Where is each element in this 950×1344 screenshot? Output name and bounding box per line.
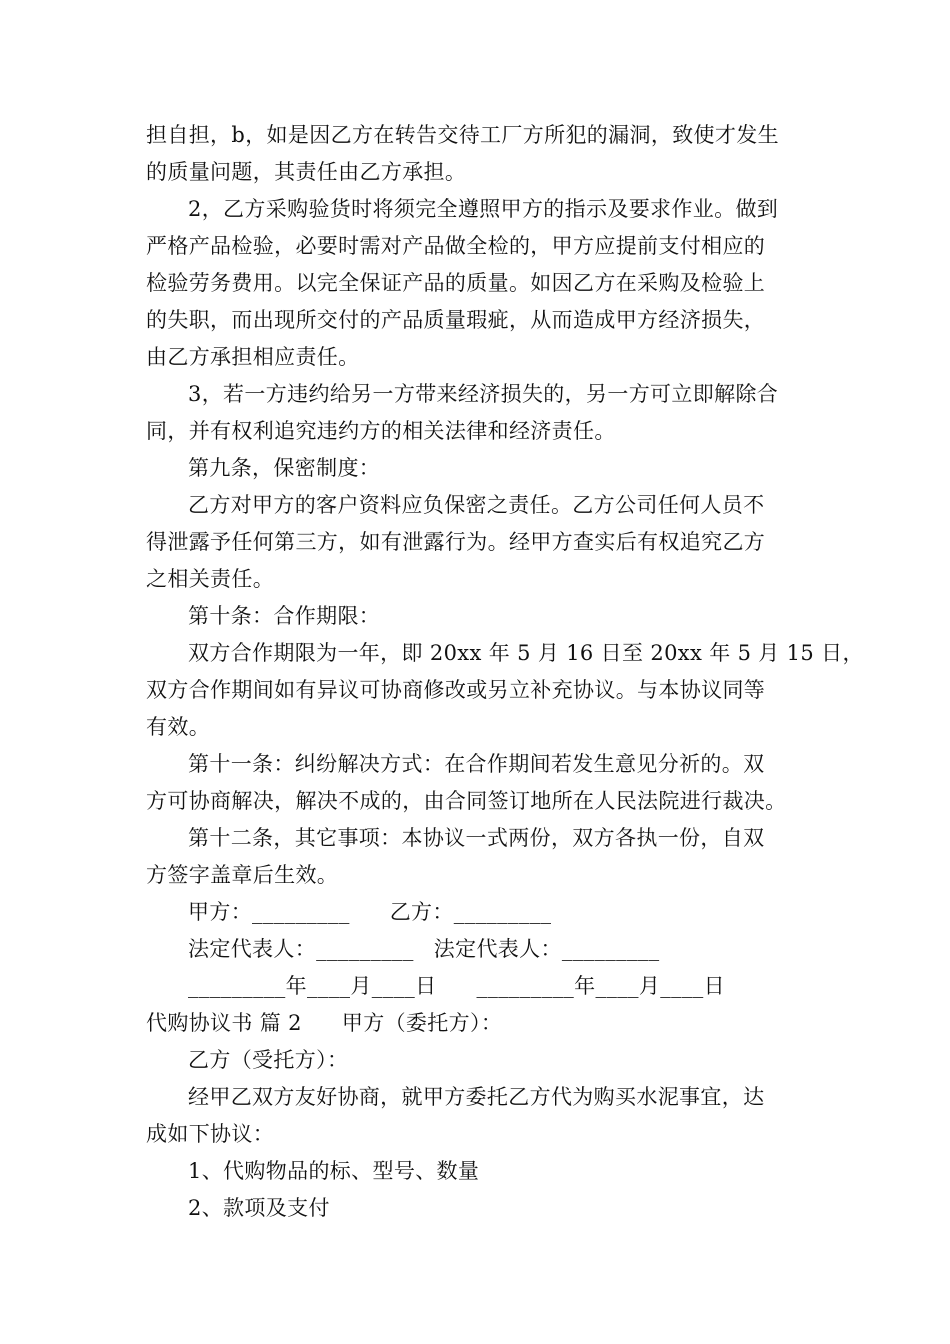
paragraph-line: 方签字盖章后生效。: [146, 863, 339, 887]
paragraph-line: 严格产品检验，必要时需对产品做全检的，甲方应提前支付相应的: [146, 234, 766, 258]
paragraph-line: 乙方对甲方的客户资料应负保密之责任。乙方公司任何人员不: [188, 493, 765, 517]
paragraph-line: 有效。: [146, 715, 211, 739]
section-party-a: 甲方（委托方）：: [341, 1011, 503, 1035]
rep-b-signature: 法定代表人：_________: [433, 937, 660, 961]
paragraph-line: 经甲乙双方友好协商，就甲方委托乙方代为购买水泥事宜，达: [188, 1085, 765, 1109]
signature-parties-row: [146, 894, 816, 931]
article-heading: 第九条，保密制度：: [188, 456, 381, 480]
paragraph-line: 成如下协议：: [146, 1122, 275, 1146]
paragraph-line: 之相关责任。: [146, 567, 275, 591]
paragraph-line: 检验劳务费用。以完全保证产品的质量。如因乙方在采购及检验上: [146, 271, 766, 295]
paragraph-line: 3，若一方违约给另一方带来经济损失的，另一方可立即解除合: [188, 382, 779, 406]
section-party-b: 乙方（受托方）：: [188, 1048, 349, 1072]
section-heading: 代购协议书 篇 2: [146, 1011, 302, 1035]
paragraph-line: 2，乙方采购验货时将须完全遵照甲方的指示及要求作业。做到: [188, 197, 779, 221]
date-b: _________年____月____日: [476, 974, 725, 998]
paragraph-line: 由乙方承担相应责任。: [146, 345, 360, 369]
paragraph-line: 的质量问题，其责任由乙方承担。: [146, 160, 467, 184]
paragraph-line: 第十二条，其它事项：本协议一式两份，双方各执一份，自双: [188, 826, 765, 850]
document-body: [146, 117, 864, 1227]
paragraph-line: 第十一条：纠纷解决方式：在合作期间若发生意见分祈的。双: [188, 752, 765, 776]
rep-a-signature: 法定代表人：_________: [188, 937, 414, 961]
party-a-signature: 甲方：_________: [188, 900, 350, 924]
date-a: _________年____月____日: [188, 974, 437, 998]
list-item: 2、款项及支付: [188, 1196, 330, 1220]
list-item: 1、代购物品的标、型号、数量: [188, 1159, 480, 1183]
signature-dates-row: [146, 968, 816, 1005]
paragraph-line: 方可协商解决，解决不成的，由合同签订地所在人民法院进行裁决。: [146, 789, 787, 813]
party-b-signature: 乙方：_________: [389, 900, 552, 924]
section-heading-row: [146, 1005, 816, 1042]
paragraph-line: 的失职，而出现所交付的产品质量瑕疵，从而造成甲方经济损失，: [146, 308, 766, 332]
paragraph-line: 担自担，b，如是因乙方在转告交待工厂方所犯的漏洞，致使才发生: [146, 123, 779, 147]
signature-representatives-row: [146, 931, 816, 968]
paragraph-line: 双方合作期限为一年，即 20xx 年 5 月 16 日至 20xx 年 5 月 15 日，: [188, 641, 864, 665]
article-heading: 第十条：合作期限：: [188, 604, 381, 628]
paragraph-line: 同，并有权利追究违约方的相关法律和经济责任。: [146, 419, 616, 443]
paragraph-line: 双方合作期间如有异议可协商修改或另立补充协议。与本协议同等: [146, 678, 766, 702]
paragraph-line: 得泄露予任何第三方，如有泄露行为。经甲方查实后有权追究乙方: [146, 530, 766, 554]
